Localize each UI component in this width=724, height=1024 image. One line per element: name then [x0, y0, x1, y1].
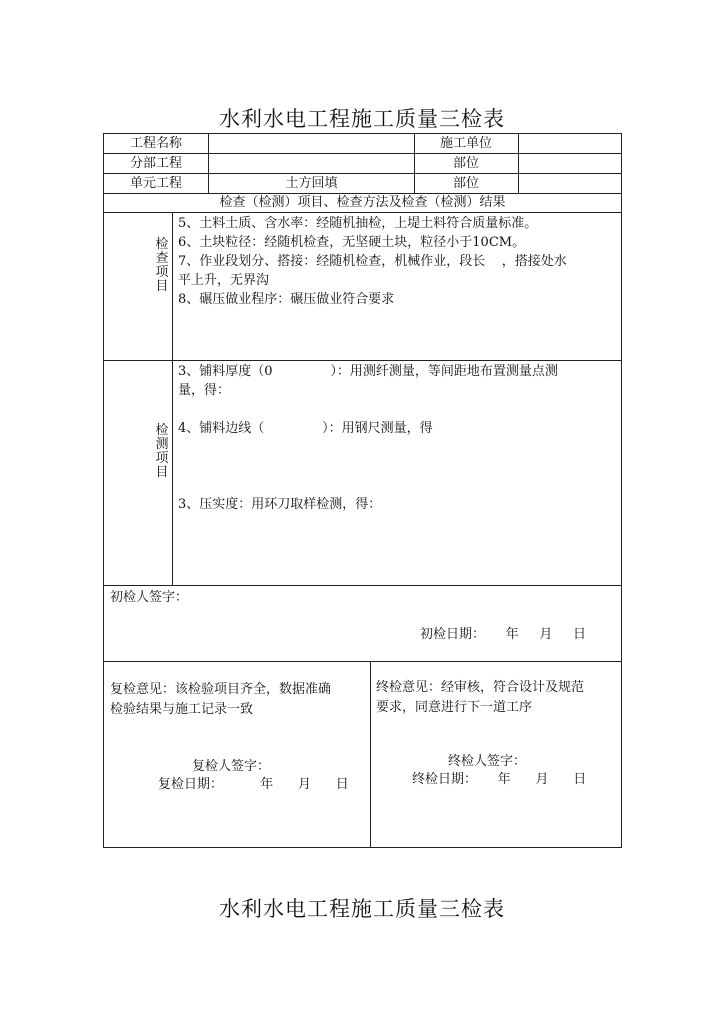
review-opinion-line-1: 复检意见：该检验项目齐全，数据准确 [110, 682, 332, 697]
position-label-2: 部位 [452, 176, 479, 191]
inspection-line: 7、作业段划分、搭接：经随机检查，机械作业，段长 ，搭接处水 [178, 254, 567, 269]
inspection-items-content [178, 214, 567, 309]
layer-thickness-line: 3、铺料厚度（0 ）：用测纤测量，等间距地布置测量点测 [178, 364, 558, 379]
initial-date: 初检日期： 年 月 日 [420, 627, 586, 642]
inspection-items-label: 检查项目 [155, 237, 169, 294]
section-header: 检查（检测）项目、检查方法及检查（检测）结果 [219, 195, 506, 210]
layer-edge-line: 4、铺料边线（ ）：用钢尺测量，得 [178, 421, 433, 436]
review-signer-label: 复检人签字： [192, 759, 271, 774]
inspection-line: 8、碾压做业程序：碾压做业符合要求 [178, 292, 395, 307]
subproject-label: 分部工程 [129, 156, 182, 171]
review-opinion-line-2: 检验结果与施工记录一致 [110, 702, 254, 717]
compaction-line: 3、压实度：用环刀取样检测，得： [178, 497, 382, 512]
final-opinion-line-2: 要求，同意进行下一道工序 [376, 700, 533, 715]
position-label: 部位 [452, 156, 479, 171]
final-date: 终检日期： 年 月 日 [412, 772, 587, 787]
final-opinion-line-1: 终检意见：经审核，符合设计及规范 [376, 680, 585, 695]
page-title: 水利水电工程施工质量三检表 [219, 107, 505, 131]
layer-thickness-line-2: 量，得： [178, 383, 231, 398]
unit-project-value: 土方回填 [285, 176, 338, 191]
review-date: 复检日期： 年 月 日 [158, 777, 349, 792]
measurement-items-label: 检测项目 [155, 423, 169, 480]
inspection-line: 6、土块粒径：经随机检查，无坚硬土块，粒径小于10CM。 [178, 235, 526, 250]
initial-signer-label: 初检人签字： [110, 590, 189, 605]
unit-project-label: 单元工程 [129, 176, 182, 191]
final-signer-label: 终检人签字： [448, 754, 527, 769]
project-name-label: 工程名称 [129, 136, 182, 151]
inspection-line: 5、土料土质、含水率：经随机抽检，上堤土料符合质量标准。 [178, 216, 538, 231]
page-title-repeat: 水利水电工程施工质量三检表 [219, 897, 505, 921]
inspection-form [103, 133, 622, 848]
construction-unit-label: 施工单位 [439, 136, 492, 151]
inspection-line: 平上升，无界沟 [178, 273, 270, 288]
